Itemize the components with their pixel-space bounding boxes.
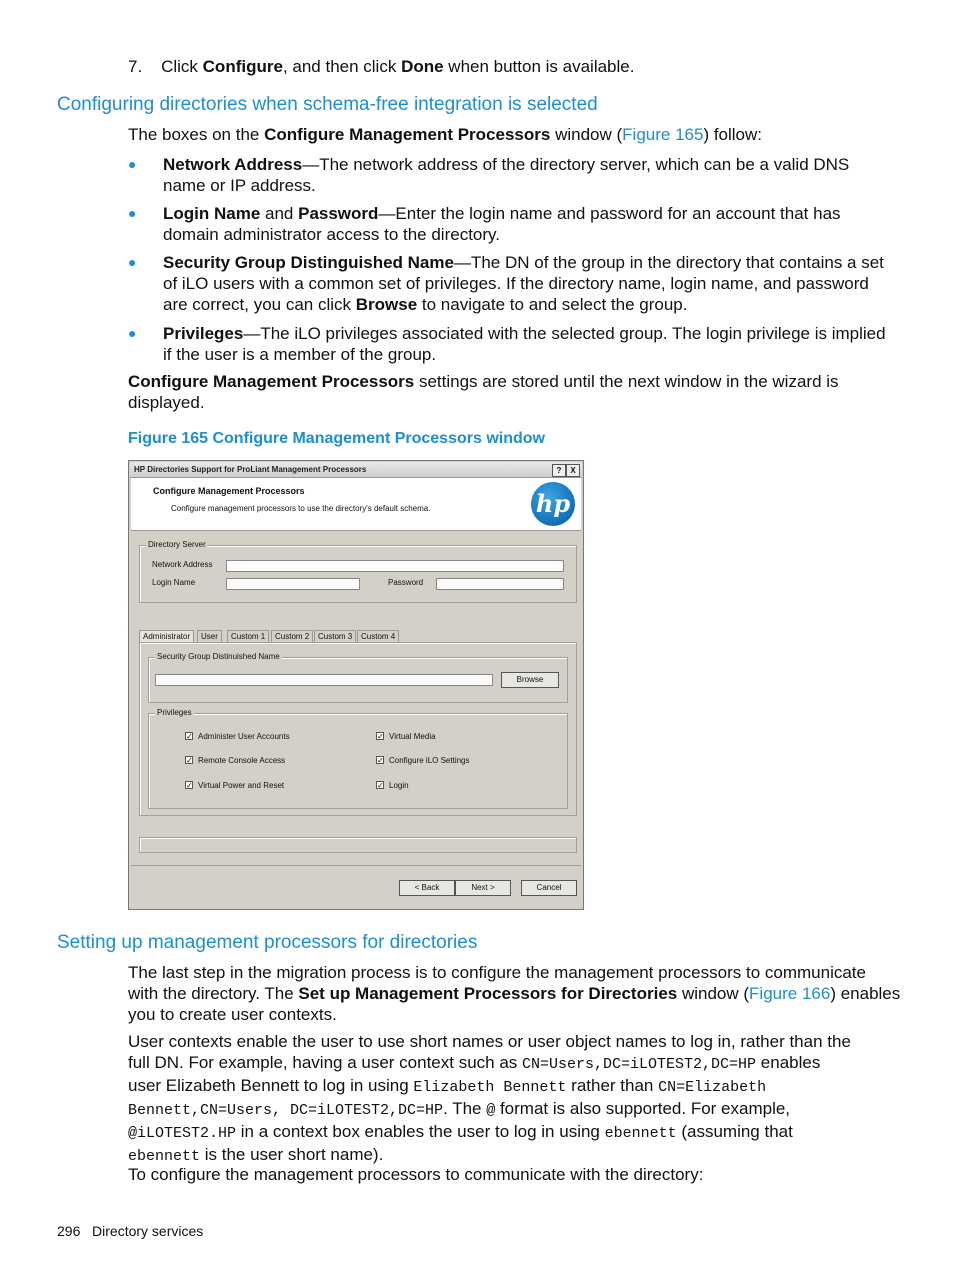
stored-paragraph: [128, 371, 839, 413]
text: —The network address of the directory server, which can be a valid DNS: [302, 155, 850, 174]
bullet-login-password: [163, 203, 841, 245]
code: @iLOTEST2.HP: [128, 1125, 237, 1142]
text: user Elizabeth Bennett to log in using: [128, 1076, 414, 1095]
tab-custom-4[interactable]: Custom 4: [357, 630, 399, 642]
text: —The DN of the group in the directory that contains a set: [453, 253, 884, 272]
step-number: 7.: [128, 57, 143, 76]
next-button[interactable]: Next >: [455, 880, 511, 896]
term: Network Address: [163, 155, 303, 174]
bullet-privileges: [163, 323, 886, 365]
text: domain administrator access to the directory.: [163, 225, 500, 244]
tab-custom-2[interactable]: Custom 2: [271, 630, 313, 642]
tab-custom-1[interactable]: Custom 1: [227, 630, 269, 642]
text: ) enables: [830, 984, 901, 1003]
text: with the directory. The: [128, 984, 299, 1003]
code: CN=Elizabeth: [658, 1079, 767, 1096]
bullet-icon: ●: [128, 325, 137, 341]
term: Security Group Distinguished Name: [163, 253, 454, 272]
figure-166-link[interactable]: Figure 166: [749, 984, 831, 1003]
network-address-input[interactable]: [226, 560, 564, 572]
directory-server-group: [139, 540, 577, 603]
done-term: Done: [401, 57, 444, 76]
cancel-button[interactable]: Cancel: [521, 880, 577, 896]
text: settings are stored until the next window in the wizard is: [414, 372, 839, 391]
group-label: Security Group Distinuished Name: [157, 652, 280, 661]
text: window (: [677, 984, 750, 1003]
text: (assuming that: [676, 1122, 793, 1141]
text: —The iLO privileges associated with the selected group. The login privilege is implied: [243, 324, 886, 343]
checkbox-virtual-media[interactable]: ✓: [377, 732, 384, 741]
security-group-dn-group: [148, 652, 568, 703]
password-label: Password: [388, 578, 424, 587]
section-heading-setting-up: Setting up management processors for directories: [57, 932, 478, 953]
term: Configure Management Processors: [128, 372, 415, 391]
privilege-label: Login: [389, 781, 409, 790]
figure-caption: Figure 165 Configure Management Processors window: [128, 430, 545, 447]
page-footer: [57, 1223, 203, 1239]
dialog-title: HP Directories Support for ProLiant Management Processors: [134, 465, 367, 474]
text: is the user short name).: [200, 1145, 384, 1164]
code: ebennett: [604, 1125, 677, 1142]
text: The boxes on the: [128, 125, 265, 144]
configure-term: Configure: [202, 57, 283, 76]
tab-panel: [139, 642, 577, 816]
close-icon[interactable]: X: [566, 464, 580, 477]
text: in a context box enables the user to log in using: [236, 1122, 605, 1141]
text: The last step in the migration process is to configure the management processors to communicate: [128, 963, 866, 982]
group-label: Privileges: [157, 708, 192, 717]
text: format is also supported. For example,: [495, 1099, 791, 1118]
code: Bennett,CN=Users, DC=iLOTEST2,DC=HP: [128, 1102, 444, 1119]
bullet-network-address: [163, 154, 849, 196]
section-heading-schema-free: Configuring directories when schema-free integration is selected: [57, 94, 598, 115]
paragraph-user-contexts: [128, 1031, 851, 1167]
text: User contexts enable the user to use short names or user object names to log in, rather than the: [128, 1032, 851, 1051]
step-text: , and then click: [282, 57, 402, 76]
paragraph-last-step: [128, 962, 900, 1025]
group-label: Directory Server: [148, 540, 206, 549]
term: Privileges: [163, 324, 244, 343]
privilege-label: Remote Console Access: [198, 756, 286, 765]
login-name-label: Login Name: [152, 578, 196, 587]
hp-logo: hp: [531, 482, 575, 526]
text: to navigate to and select the group.: [417, 295, 688, 314]
text: name or IP address.: [163, 176, 316, 195]
text: rather than: [566, 1076, 659, 1095]
text: full DN. For example, having a user context such as: [128, 1053, 523, 1072]
checkbox-remote-console-access[interactable]: ✓: [186, 756, 193, 765]
step-7: [128, 56, 634, 77]
text: enables: [756, 1053, 821, 1072]
checkbox-virtual-power-and-reset[interactable]: ✓: [186, 781, 193, 790]
term: Browse: [355, 295, 418, 314]
tab-strip: [139, 630, 575, 642]
figure-165-link[interactable]: Figure 165: [622, 125, 704, 144]
text: of iLO users with a common set of privileges. If the directory name, login name, and password: [163, 274, 869, 293]
bullet-icon: ●: [128, 156, 137, 172]
status-bar: [139, 837, 577, 853]
text: ) follow:: [703, 125, 763, 144]
text: . The: [443, 1099, 487, 1118]
step-text: when button is available.: [443, 57, 635, 76]
checkbox-administer-user-accounts[interactable]: ✓: [186, 732, 193, 741]
code: ebennett: [128, 1148, 201, 1165]
help-icon[interactable]: ?: [552, 464, 566, 477]
page-number: 296: [57, 1223, 81, 1239]
checkbox-login[interactable]: ✓: [377, 781, 384, 790]
dialog-title-bar: [130, 462, 582, 478]
checkbox-configure-ilo-settings[interactable]: ✓: [377, 756, 384, 765]
dialog-header-title: Configure Management Processors: [153, 486, 305, 496]
network-address-label: Network Address: [152, 560, 213, 569]
security-group-dn-input[interactable]: [155, 674, 493, 686]
code: Elizabeth Bennett: [413, 1079, 567, 1096]
tab-administrator[interactable]: Administrator: [139, 630, 194, 642]
footer-section: Directory services: [92, 1223, 204, 1239]
term: Configure Management Processors: [264, 125, 551, 144]
tab-user[interactable]: User: [197, 630, 222, 642]
text: you to create user contexts.: [128, 1005, 337, 1024]
login-name-input[interactable]: [226, 578, 360, 590]
intro-paragraph: [128, 124, 762, 145]
text: —Enter the login name and password for an account that has: [378, 204, 841, 223]
code: @: [486, 1102, 496, 1119]
term: Password: [298, 204, 379, 223]
bullet-icon: ●: [128, 254, 137, 270]
divider: [131, 865, 581, 866]
term: Set up Management Processors for Directories: [298, 984, 678, 1003]
privileges-group: [148, 708, 568, 809]
dialog-header-subtitle: Configure management processors to use the directory's default schema.: [171, 504, 431, 513]
privilege-label: Configure iLO Settings: [389, 756, 470, 765]
text: displayed.: [128, 393, 205, 412]
configure-management-processors-dialog: [128, 460, 584, 910]
text: and: [260, 204, 299, 223]
privilege-label: Virtual Power and Reset: [198, 781, 285, 790]
paragraph-to-configure: To configure the management processors to communicate with the directory:: [128, 1165, 704, 1184]
text: are correct, you can click: [163, 295, 356, 314]
term: Login Name: [163, 204, 261, 223]
dialog-header: [131, 478, 581, 531]
step-text: Click: [161, 57, 203, 76]
bullet-security-group: [163, 252, 884, 315]
password-input[interactable]: [436, 578, 564, 590]
bullet-icon: ●: [128, 205, 137, 221]
text: window (: [550, 125, 623, 144]
browse-button[interactable]: Browse: [501, 672, 559, 688]
code: CN=Users,DC=iLOTEST2,DC=HP: [522, 1056, 757, 1073]
privilege-label: Virtual Media: [389, 732, 436, 741]
text: if the user is a member of the group.: [163, 345, 437, 364]
tab-custom-3[interactable]: Custom 3: [314, 630, 356, 642]
back-button[interactable]: < Back: [399, 880, 455, 896]
privilege-label: Administer User Accounts: [198, 732, 290, 741]
